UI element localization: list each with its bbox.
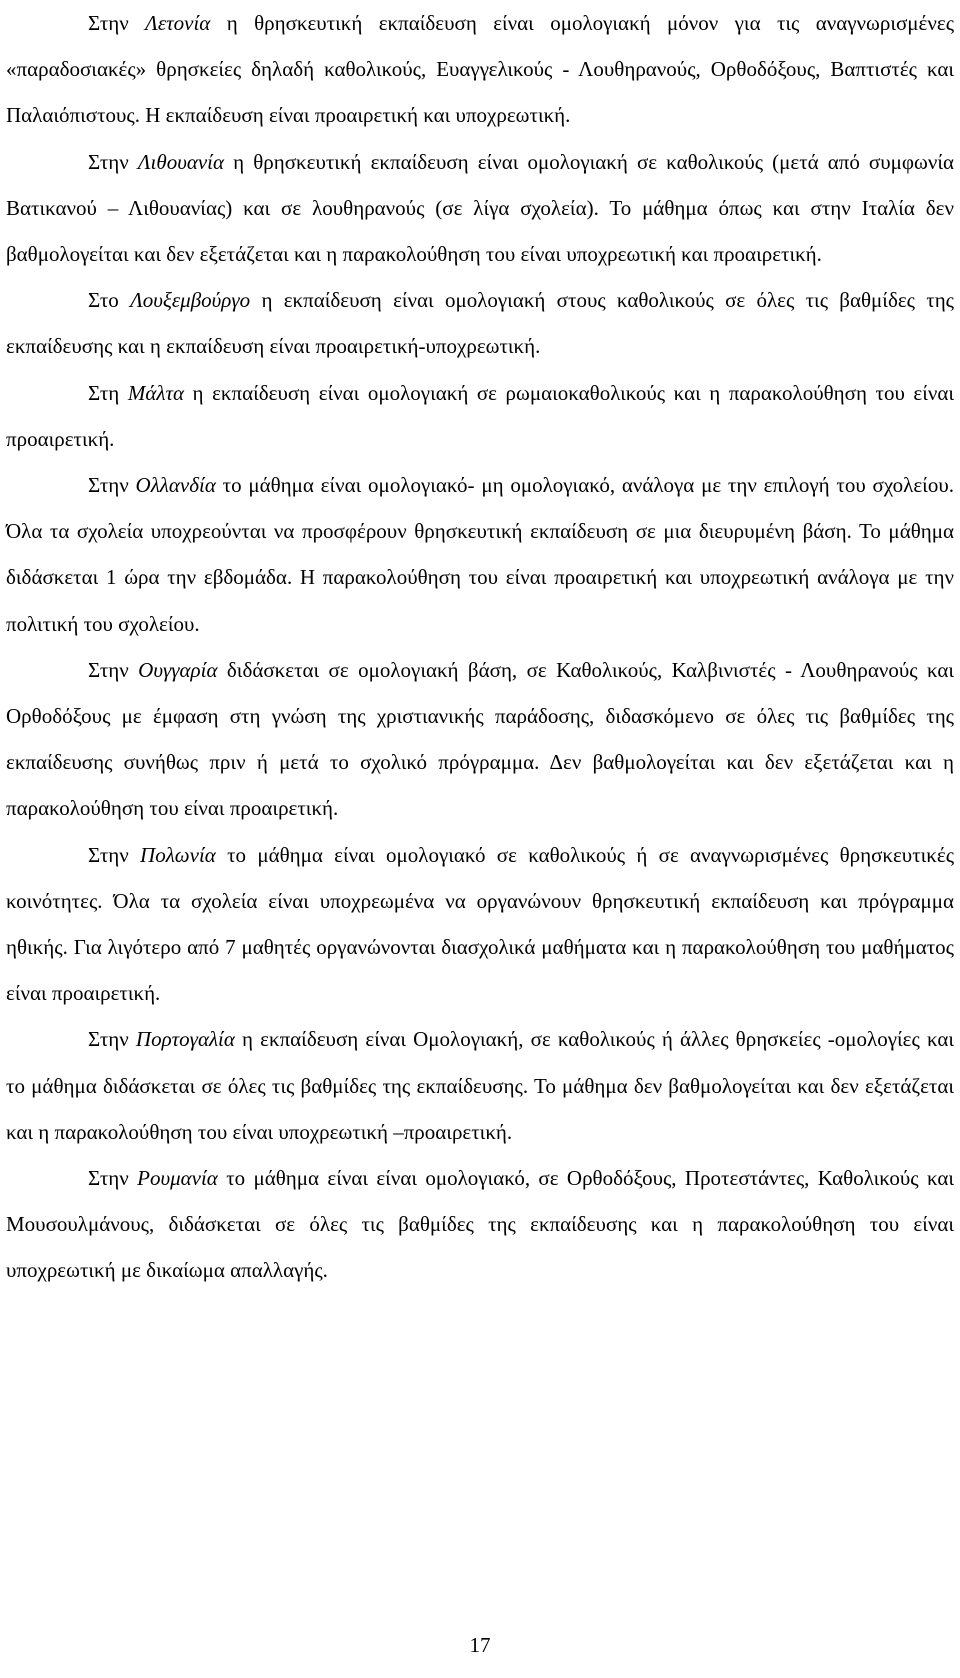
- paragraph-prefix: Στην: [88, 149, 138, 174]
- country-name: Μάλτα: [127, 380, 184, 405]
- paragraph-portugal: [6, 1016, 954, 1155]
- paragraph-luxembourg: [6, 277, 954, 369]
- paragraph-prefix: Στη: [88, 380, 128, 405]
- paragraph-text: διδάσκεται σε ομολογιακή βάση, σε Καθολικούς, Καλβινιστές - Λουθηρανούς και Ορθοδόξους με έμφαση στη γνώση της χριστιανικής παράδοσης, διδασκόμενο σε όλες τις βαθμίδες της εκπαίδευσης συνήθως πριν ή μετά το σχολικό πρόγραμμα. Δεν βαθμολογείται και δεν εξετάζεται και η παρακολούθηση του είναι προαιρετική.: [6, 657, 955, 821]
- page-number: 17: [469, 1633, 491, 1657]
- paragraph-romania: [6, 1155, 954, 1294]
- country-name: Πολωνία: [140, 842, 216, 867]
- country-name: Ολλανδία: [135, 473, 216, 498]
- paragraph-text: η εκπαίδευση είναι Ομολογιακή, σε καθολικούς ή άλλες θρησκείες -ομολογίες και το μάθημα διδάσκεται σε όλες τις βαθμίδες της εκπαίδευσης. Το μάθημα δεν βαθμολογείται και δεν εξετάζεται και η παρακολούθηση του είναι υποχρεωτική –προαιρετική.: [6, 1027, 954, 1144]
- paragraph-prefix: Στην: [88, 11, 146, 35]
- paragraph-text: το μάθημα είναι ομολογιακό- μη ομολογιακό, ανάλογα με την επιλογή του σχολείου. Όλα τα σχολεία υποχρεούνται να προσφέρουν θρησκευτική εκπαίδευση σε μια διευρυμένη βάση. Το μάθημα διδάσκεται 1 ώρα την εβδομάδα. Η παρακολούθηση του είναι προαιρετική και υποχρεωτική ανάλογα με την πολιτική του σχολείου.: [6, 473, 954, 636]
- paragraph-latvia: [6, 0, 954, 139]
- country-name: Ρουμανία: [137, 1166, 218, 1191]
- paragraph-text: η θρησκευτική εκπαίδευση είναι ομολογιακή μόνον για τις αναγνωρισμένες «παραδοσιακές» θρησκείες δηλαδή καθολικούς, Ευαγγελικούς - Λουθηρανούς, Ορθοδόξους, Βαπτιστές και Παλαιόπιστους. Η εκπαίδευση είναι προαιρετική και υποχρεωτική.: [6, 11, 955, 128]
- paragraph-text: το μάθημα είναι ομολογιακό σε καθολικούς ή σε αναγνωρισμένες θρησκευτικές κοινότητες. Όλα τα σχολεία είναι υποχρεωμένα να οργανώνουν θρησκευτική εκπαίδευση και πρόγραμμα ηθικής. Για λιγότερο από 7 μαθητές οργανώνονται διασχολικά μαθήματα και η παρακολούθηση του μαθήματος είναι προαιρετική.: [6, 842, 955, 1006]
- country-name: Λετονία: [145, 11, 211, 35]
- paragraph-prefix: Στην: [88, 473, 136, 498]
- paragraph-text: η θρησκευτική εκπαίδευση είναι ομολογιακή σε καθολικούς (μετά από συμφωνία Βατικανού – Λιθουανίας) και σε λουθηρανούς (σε λίγα σχολεία). Το μάθημα όπως και στην Ιταλία δεν βαθμολογείται και δεν εξετάζεται και η παρακολούθηση του είναι υποχρεωτική και προαιρετική.: [6, 149, 954, 267]
- paragraph-text: το μάθημα είναι είναι ομολογιακό, σε Ορθοδόξους, Προτεστάντες, Καθολικούς και Μουσουλμάνους, διδάσκεται σε όλες τις βαθμίδες της εκπαίδευσης και η παρακολούθηση του είναι υποχρεωτική με δικαίωμα απαλλαγής.: [6, 1166, 955, 1283]
- paragraph-hungary: [6, 647, 954, 832]
- paragraph-text: η εκπαίδευση είναι ομολογιακή σε ρωμαιοκαθολικούς και η παρακολούθηση του είναι προαιρετική.: [6, 380, 955, 451]
- document-body: [6, 0, 954, 1294]
- paragraph-prefix: Στην: [88, 657, 139, 682]
- country-name: Πορτογαλία: [135, 1027, 235, 1052]
- country-name: Ουγγαρία: [138, 657, 218, 682]
- paragraph-prefix: Στην: [88, 1027, 136, 1052]
- paragraph-malta: [6, 370, 954, 462]
- country-name: Λουξεμβούργο: [130, 288, 251, 313]
- paragraph-lithuania: [6, 139, 954, 278]
- paragraph-prefix: Στην: [88, 1166, 138, 1191]
- paragraph-text: η εκπαίδευση είναι ομολογιακή στους καθολικούς σε όλες τις βαθμίδες της εκπαίδευσης και η εκπαίδευση είναι προαιρετική-υποχρεωτική.: [6, 288, 954, 359]
- paragraph-poland: [6, 832, 954, 1017]
- country-name: Λιθουανία: [137, 149, 225, 174]
- paragraph-prefix: Στην: [88, 842, 141, 867]
- paragraph-netherlands: [6, 462, 954, 647]
- paragraph-prefix: Στο: [88, 288, 131, 313]
